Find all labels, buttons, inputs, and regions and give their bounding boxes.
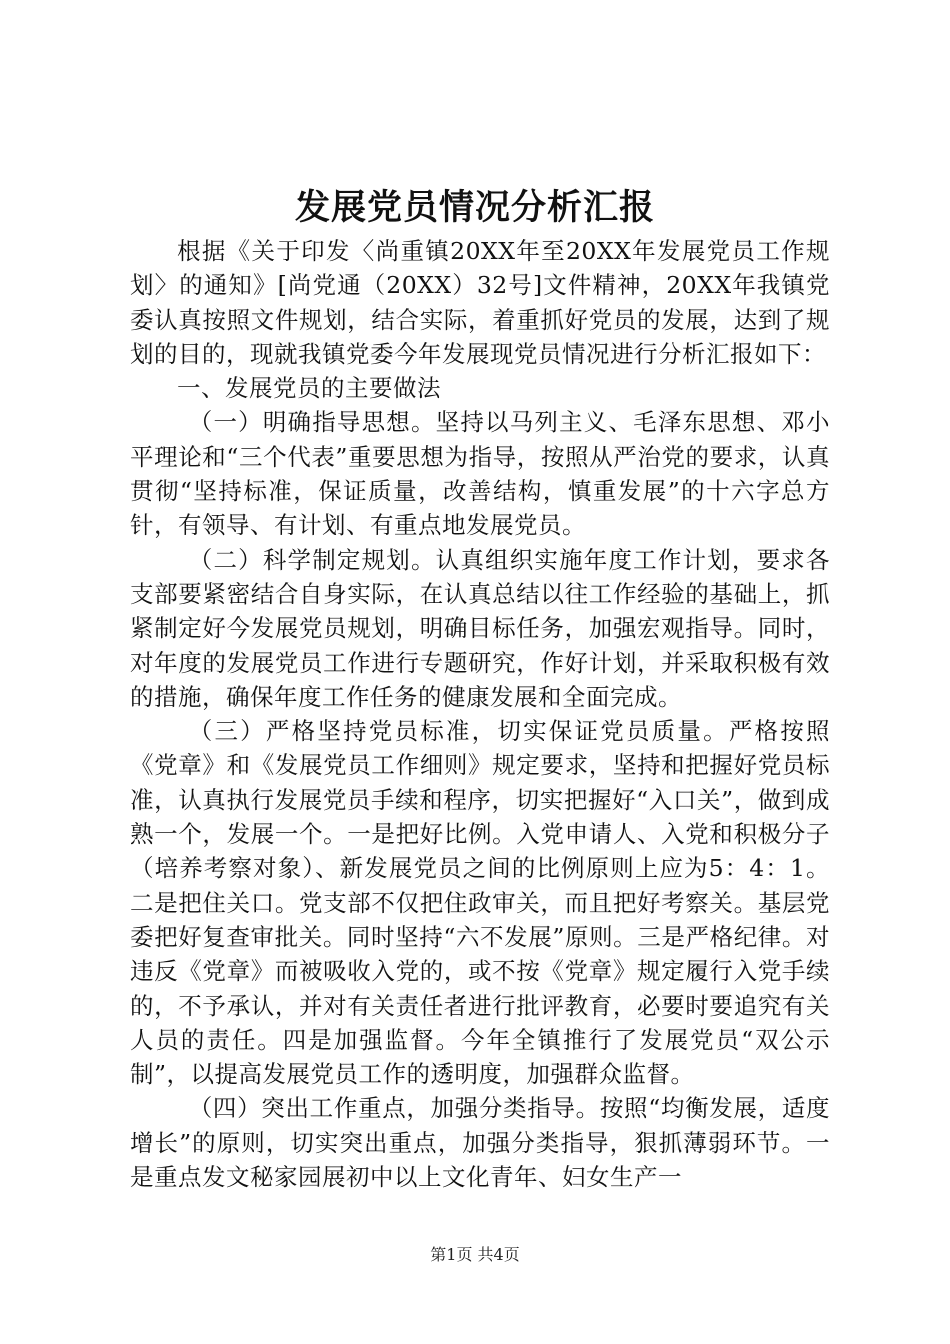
subsection-paragraph-3: （三）严格坚持党员标准，切实保证党员质量。严格按照《党章》和《发展党员工作细则》规定要求，坚持和把握好党员标准，认真执行发展党员手续和程序，切实把握好“入口关”，做到成熟一个，发展一个。一是把好比例。入党申请人、入党和积极分子（培养考察对象）、新发展党员之间的比例原则上应为5：4：1。二是把住关口。党支部不仅把住政审关，而且把好考察关。基层党委把好复查审批关。同时坚持“六不发展”原则。三是严格纪律。对违反《党章》而被吸收入党的，或不按《党章》规定履行入党手续的，不予承认，并对有关责任者进行批评教育，必要时要追究有关人员的责任。四是加强监督。今年全镇推行了发展党员“双公示制”，以提高发展党员工作的透明度，加强群众监督。 — [130, 717, 830, 1089]
document-title: 发展党员情况分析汇报 — [294, 187, 655, 228]
page-number: 第1页 共4页 — [430, 1245, 520, 1264]
document-body — [130, 234, 830, 1194]
intro-paragraph: 根据《关于印发〈尚重镇20XX年至20XX年发展党员工作规划〉的通知》[尚党通（20XX）32号]文件精神，20XX年我镇党委认真按照文件规划，结合实际，着重抓好党员的发展，达到了规划的目的，现就我镇党委今年发展现党员情况进行分析汇报如下： — [130, 237, 830, 368]
subsection-paragraph-4: （四）突出工作重点，加强分类指导。按照“均衡发展，适度增长”的原则，切实突出重点，加强分类指导，狠抓薄弱环节。一是重点发文秘家园展初中以上文化青年、妇女生产一 — [130, 1094, 830, 1192]
section-heading-1: 一、发展党员的主要做法 — [177, 374, 441, 403]
subsection-paragraph-1: （一）明确指导思想。坚持以马列主义、毛泽东思想、邓小平理论和“三个代表”重要思想为指导，按照从严治党的要求，认真贯彻“坚持标准，保证质量，改善结构，慎重发展”的十六字总方针，有领导、有计划、有重点地发展党员。 — [130, 408, 830, 540]
subsection-paragraph-2: （二）科学制定规划。认真组织实施年度工作计划，要求各支部要紧密结合自身实际，在认真总结以往工作经验的基础上，抓紧制定好今发展党员规划，明确目标任务，加强宏观指导。同时，对年度的发展党员工作进行专题研究，作好计划，并采取积极有效的措施，确保年度工作任务的健康发展和全面完成。 — [130, 545, 830, 711]
